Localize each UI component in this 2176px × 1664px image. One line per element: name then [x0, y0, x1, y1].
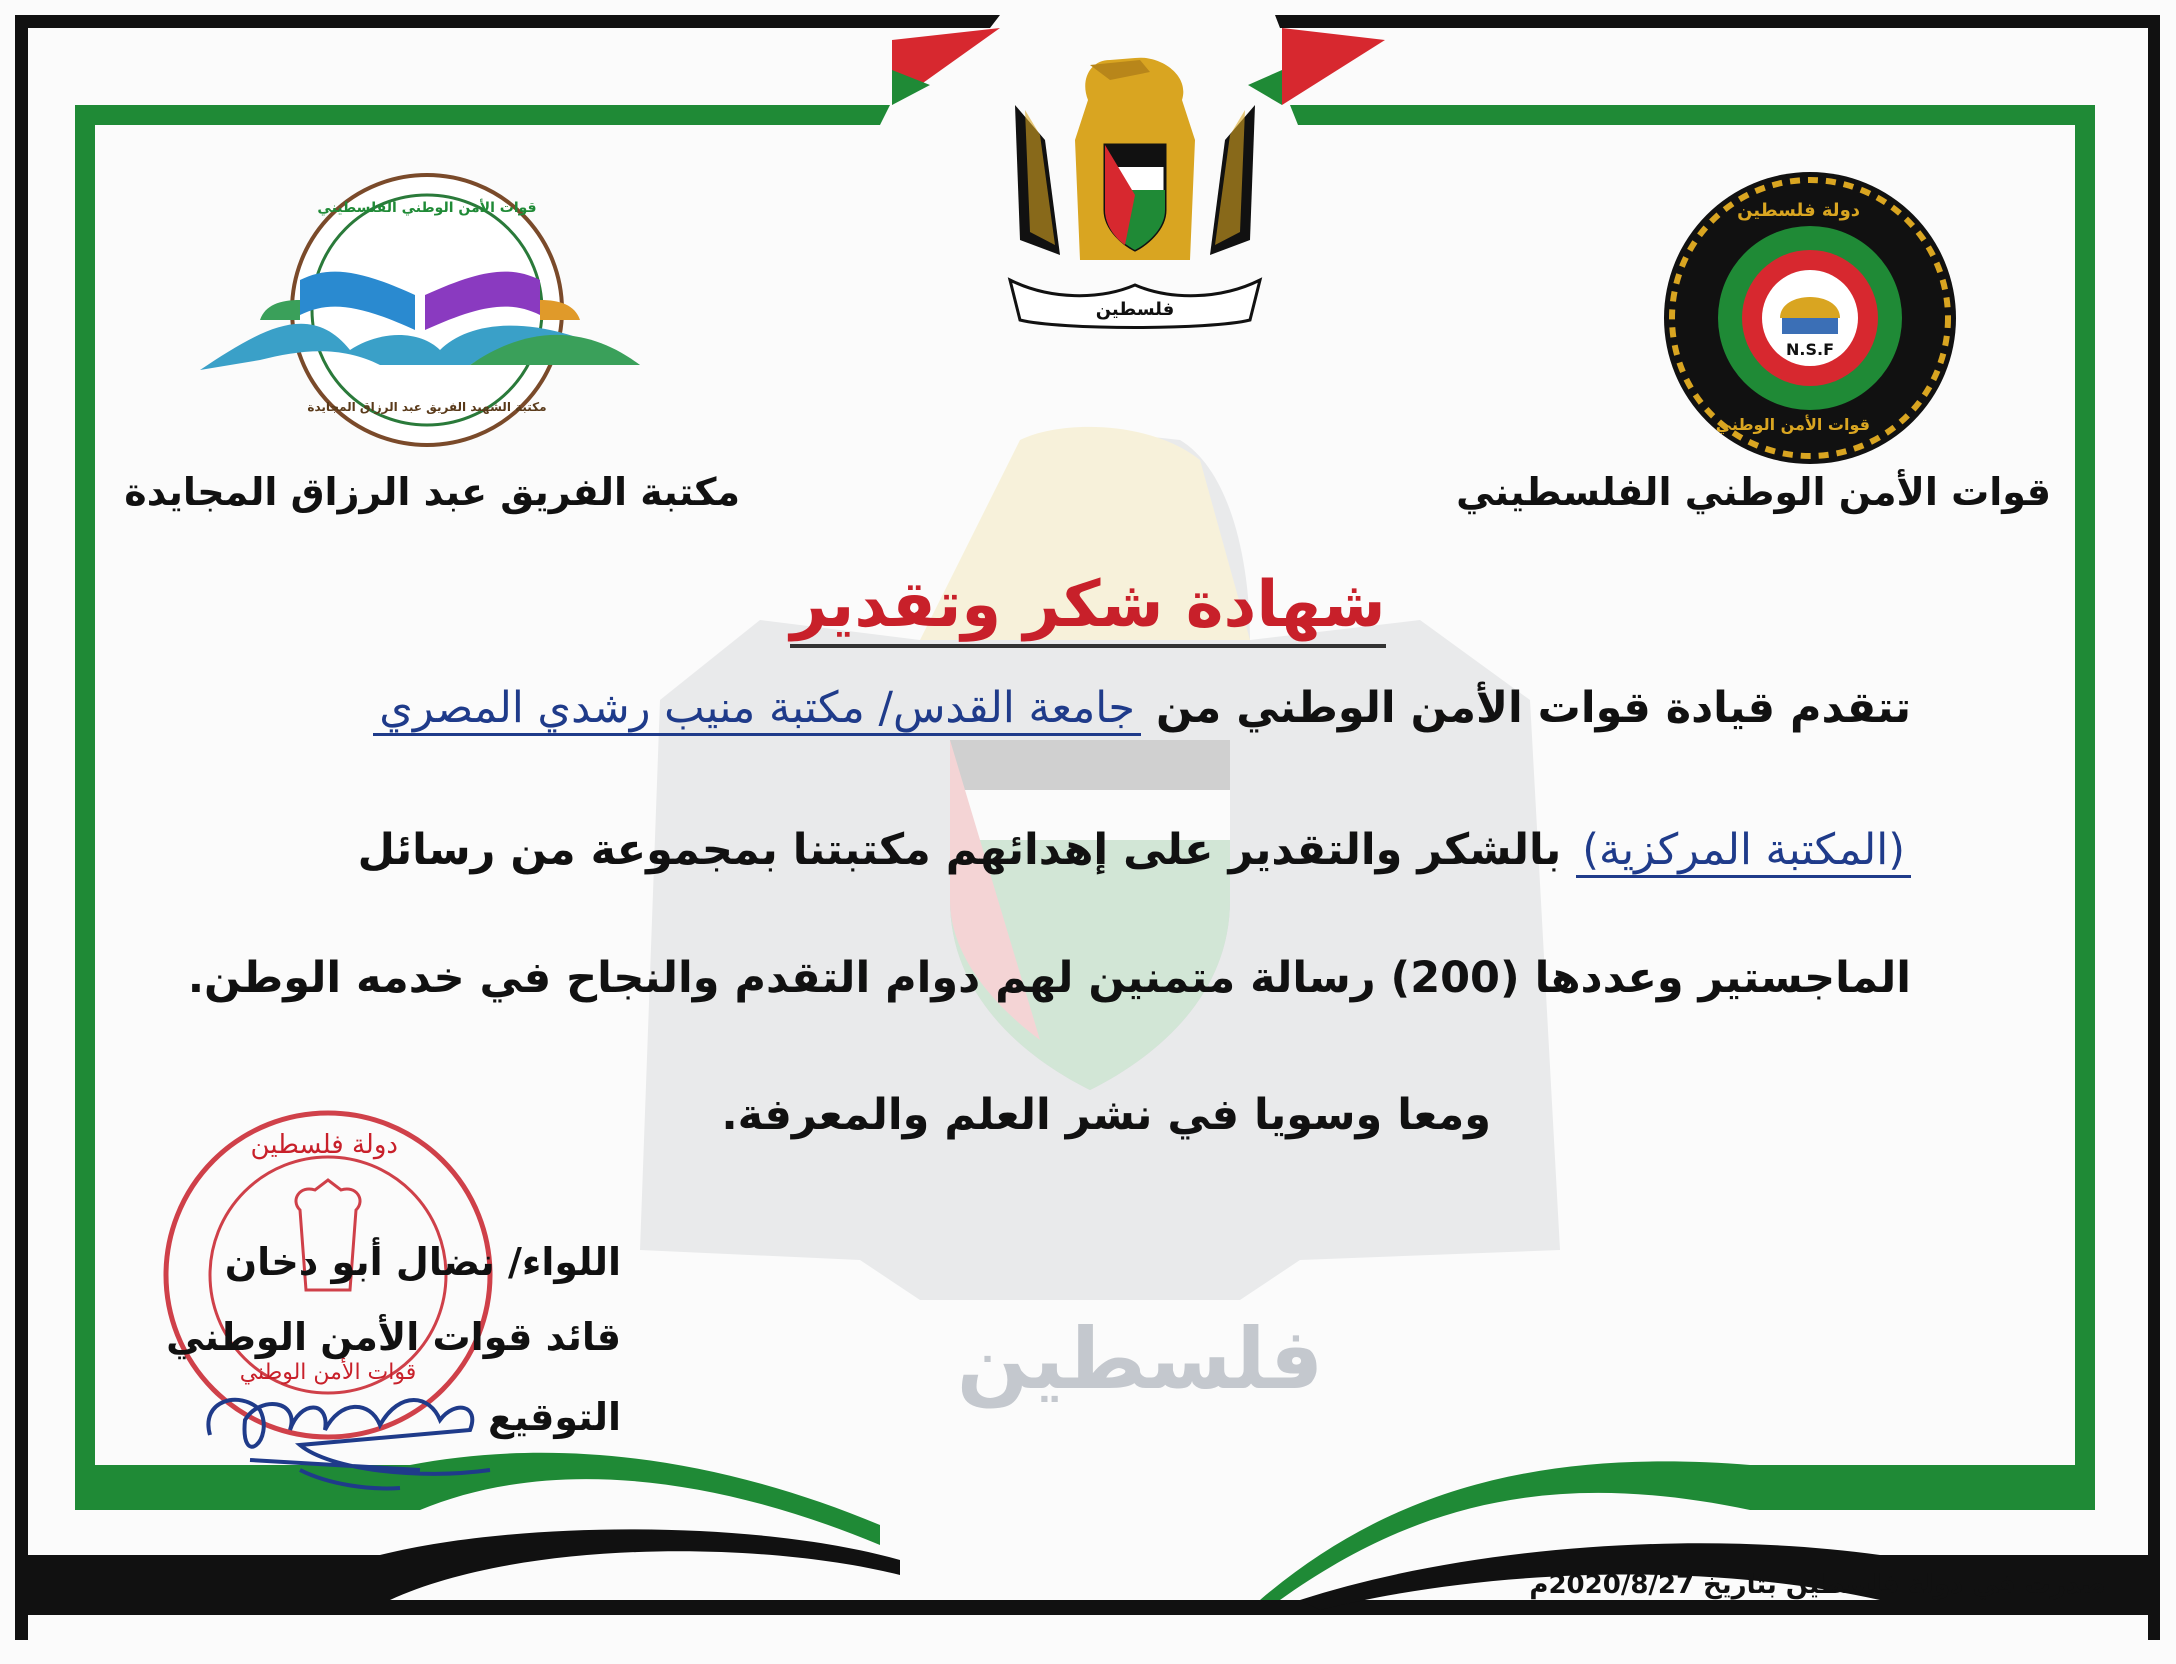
red-triangle-right: [1282, 28, 1385, 105]
recipient-name: جامعة القدس/ مكتبة منيب رشدي المصري: [373, 683, 1141, 736]
svg-text:N.S.F: N.S.F: [1786, 340, 1834, 359]
body-line-4: ومعا وسويا في نشر العلم والمعرفة.: [721, 1090, 1491, 1140]
signature-label: التوقيع: [488, 1395, 621, 1439]
stamp-ring-bottom: قوات الأمن الوطني: [239, 1360, 417, 1385]
certificate-title: شهادة شكر وتقدير: [0, 568, 2176, 642]
body-line-1: تتقدم قيادة قوات الأمن الوطني من جامعة القدس/ مكتبة منيب رشدي المصري: [373, 683, 1911, 733]
bottom-wave-green-left: [75, 1453, 880, 1545]
library-ring-bottom: مكتبة الشهيد الفريق عبد الرزاق المجايدة: [307, 400, 547, 414]
library-ring-top: قوات الأمن الوطني الفلسطيني: [317, 200, 537, 216]
eagle-emblem-label: فلسطين: [1095, 299, 1175, 320]
library-caption: مكتبة الفريق عبد الرزاق المجايدة: [124, 470, 740, 514]
body-line-3: الماجستير وعددها (200) رسالة متمنين لهم دوام التقدم والنجاح في خدمه الوطن.: [187, 953, 1911, 1003]
stamp-ring-top: دولة فلسطين: [250, 1130, 398, 1160]
recipient-branch: (المكتبة المركزية): [1576, 825, 1911, 878]
body-line-2: (المكتبة المركزية) بالشكر والتقدير على إهدائهم مكتبتنا بمجموعة من رسائل: [358, 825, 1911, 875]
nsf-caption: قوات الأمن الوطني الفلسطيني: [1456, 470, 2051, 514]
signatory-name: اللواء/ نضال أبو دخان: [224, 1240, 621, 1284]
eagle-emblem: [1010, 58, 1260, 328]
bottom-wave-black-left: [28, 1529, 900, 1600]
nsf-ring-top: دولة فلسطين: [1737, 200, 1860, 221]
issue-date-footer: صدرت في دولة فلسطين بتاريخ 2020/8/27م: [1529, 1570, 2106, 1600]
signatory-role: قائد قوات الأمن الوطني: [166, 1315, 621, 1359]
watermark-label: فلسطين: [956, 1310, 1324, 1408]
nsf-ring-bottom: قوات الأمن الوطني: [1715, 415, 1870, 434]
